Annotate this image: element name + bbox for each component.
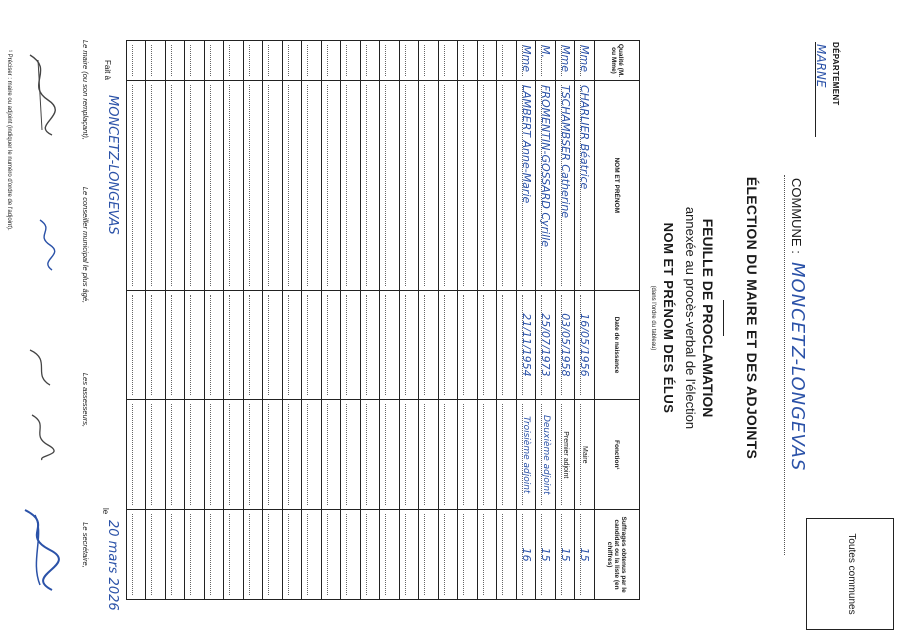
table-row [536,41,556,600]
cell-name: FROMENTIN-GOSSARD Cyrille [536,80,556,290]
table-row [244,41,264,600]
mayor-signature [20,50,60,140]
table-row [146,41,166,600]
table-row [283,41,303,600]
table-row [517,41,537,600]
col-quality: Qualité (M. ou Mme) [595,41,640,81]
annex-subtitle: annexée au procès-verbal de l'élection [683,206,698,430]
cell-function: Troisième adjoint [517,400,537,510]
col-name: NOM ET PRÉNOM [595,80,640,290]
all-communes-label: Toutes communes [846,533,857,615]
cell-name: TSCHAMBSER Catherine [556,80,576,290]
department-value: MARNE [814,44,828,88]
table-row [205,41,225,600]
department-label: DÉPARTEMENT [831,42,840,106]
table-row [166,41,186,600]
cell-name: CHARLIER Béatrice [575,80,595,290]
cell-birth: 21/11/1954 [517,290,537,400]
table-row [419,41,439,600]
done-at-label: Fait à [103,60,112,81]
cell-votes: 15 [556,510,576,600]
election-title: ÉLECTION DU MAIRE ET DES ADJOINTS [744,176,760,460]
table-row [575,41,595,600]
table-row [478,41,498,600]
table-row [361,41,381,600]
eldest-councillor-label: Le conseiller municipal le plus âgé, [81,186,90,304]
cell-function: Deuxième adjoint [536,400,556,510]
col-birth: Date de naissance [595,290,640,400]
table-order-note: (dans l'ordre du tableau) [650,285,656,351]
cell-function: Maire [575,400,595,510]
commune-line [784,175,785,555]
footnote: ¹ Préciser : maire ou adjoint (indiquer le numéro d'ordre de l'adjoint). [6,50,12,231]
cell-quality: Mme [517,41,537,81]
elected-title: NOM ET PRÉNOM DES ÉLUS [661,222,676,414]
assessors-signature [20,345,60,465]
date-value: 20 mars 2026 [105,520,120,611]
cell-votes: 15 [575,510,595,600]
table-row [556,41,576,600]
department-line [815,42,816,137]
cell-birth: 16/05/1956 [575,290,595,400]
cell-birth: 25/07/1973 [536,290,556,400]
table-row [302,41,322,600]
secretary-signature [15,505,60,595]
cell-votes: 16 [517,510,537,600]
mayor-label: Le maire (ou son remplaçant), [81,39,90,141]
elected-table [126,40,640,600]
proclamation-title: FEUILLE DE PROCLAMATION [700,218,716,418]
table-row [439,41,459,600]
cell-quality: M. [536,41,556,81]
cell-function: Premier adjoint [556,400,576,510]
cell-votes: 15 [536,510,556,600]
table-row [263,41,283,600]
table-row [322,41,342,600]
cell-birth: 03/05/1958 [556,290,576,400]
date-label: le [101,508,110,515]
councillor-signature [30,215,60,275]
table-header-row [595,41,640,600]
table-row [380,41,400,600]
secretary-label: Le secrétaire, [81,522,90,568]
table-row [497,41,517,600]
table-row [458,41,478,600]
commune-value: MONCETZ-LONGEVAS [787,262,808,472]
title-rule [723,300,724,336]
table-row [400,41,420,600]
done-at-value: MONCETZ-LONGEVAS [105,95,120,235]
all-communes-box [806,518,894,630]
table-row [224,41,244,600]
col-function: Fonction¹ [595,400,640,510]
commune-label: COMMUNE : [789,178,804,254]
cell-quality: Mme [575,41,595,81]
col-votes: Suffrages obtenus par le candidat ou la liste (en chiffres) [595,510,640,600]
table-row [185,41,205,600]
cell-name: LAMBERT Anne-Marie [517,80,537,290]
assessors-label: Les assesseurs, [81,372,90,428]
cell-quality: Mme [556,41,576,81]
table-row [127,41,147,600]
table-row [341,41,361,600]
